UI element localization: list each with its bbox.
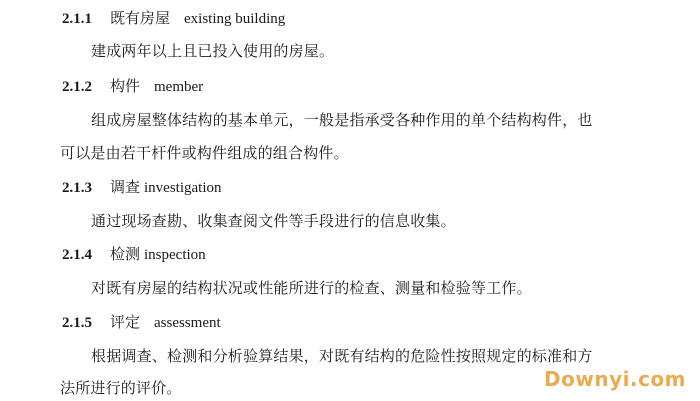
term-heading-2-1-4 [62,244,206,265]
term-english: investigation [144,180,222,196]
definition-2-1-5-line-2: 法所进行的评价。 [60,379,182,397]
definition-2-1-1-line-1: 建成两年以上且已投入使用的房屋。 [91,42,335,60]
term-chinese: 构件 [110,77,141,95]
definition-2-1-5-line-1: 根据调查、检测和分析验算结果，对既有结构的危险性按照规定的标准和方 [91,347,593,365]
term-english: member [154,79,204,95]
term-chinese: 评定 [110,313,141,331]
term-number: 2.1.3 [62,180,92,196]
term-chinese: 检测 [110,245,141,263]
term-number: 2.1.5 [62,315,92,331]
term-english: existing building [184,11,286,27]
term-chinese: 既有房屋 [110,9,171,27]
term-heading-2-1-5 [62,312,221,333]
term-number: 2.1.2 [62,79,92,95]
term-number: 2.1.4 [62,247,92,263]
term-heading-2-1-2 [62,76,203,97]
definition-2-1-2-line-1: 组成房屋整体结构的基本单元，一般是指承受各种作用的单个结构构件，也 [91,111,593,129]
term-english: inspection [144,247,206,263]
definition-2-1-3-line-1: 通过现场查勘、收集查阅文件等手段进行的信息收集。 [91,212,456,230]
term-number: 2.1.1 [62,11,92,27]
definition-2-1-4-line-1: 对既有房屋的结构状况或性能所进行的检查、测量和检验等工作。 [91,279,532,297]
term-chinese: 调查 [110,178,141,196]
term-heading-2-1-1 [62,8,285,29]
definition-2-1-2-line-2: 可以是由若干杆件或构件组成的组合构件。 [60,144,349,162]
term-heading-2-1-3 [62,177,222,198]
term-english: assessment [154,315,221,331]
watermark: Downyi.com [544,367,686,391]
